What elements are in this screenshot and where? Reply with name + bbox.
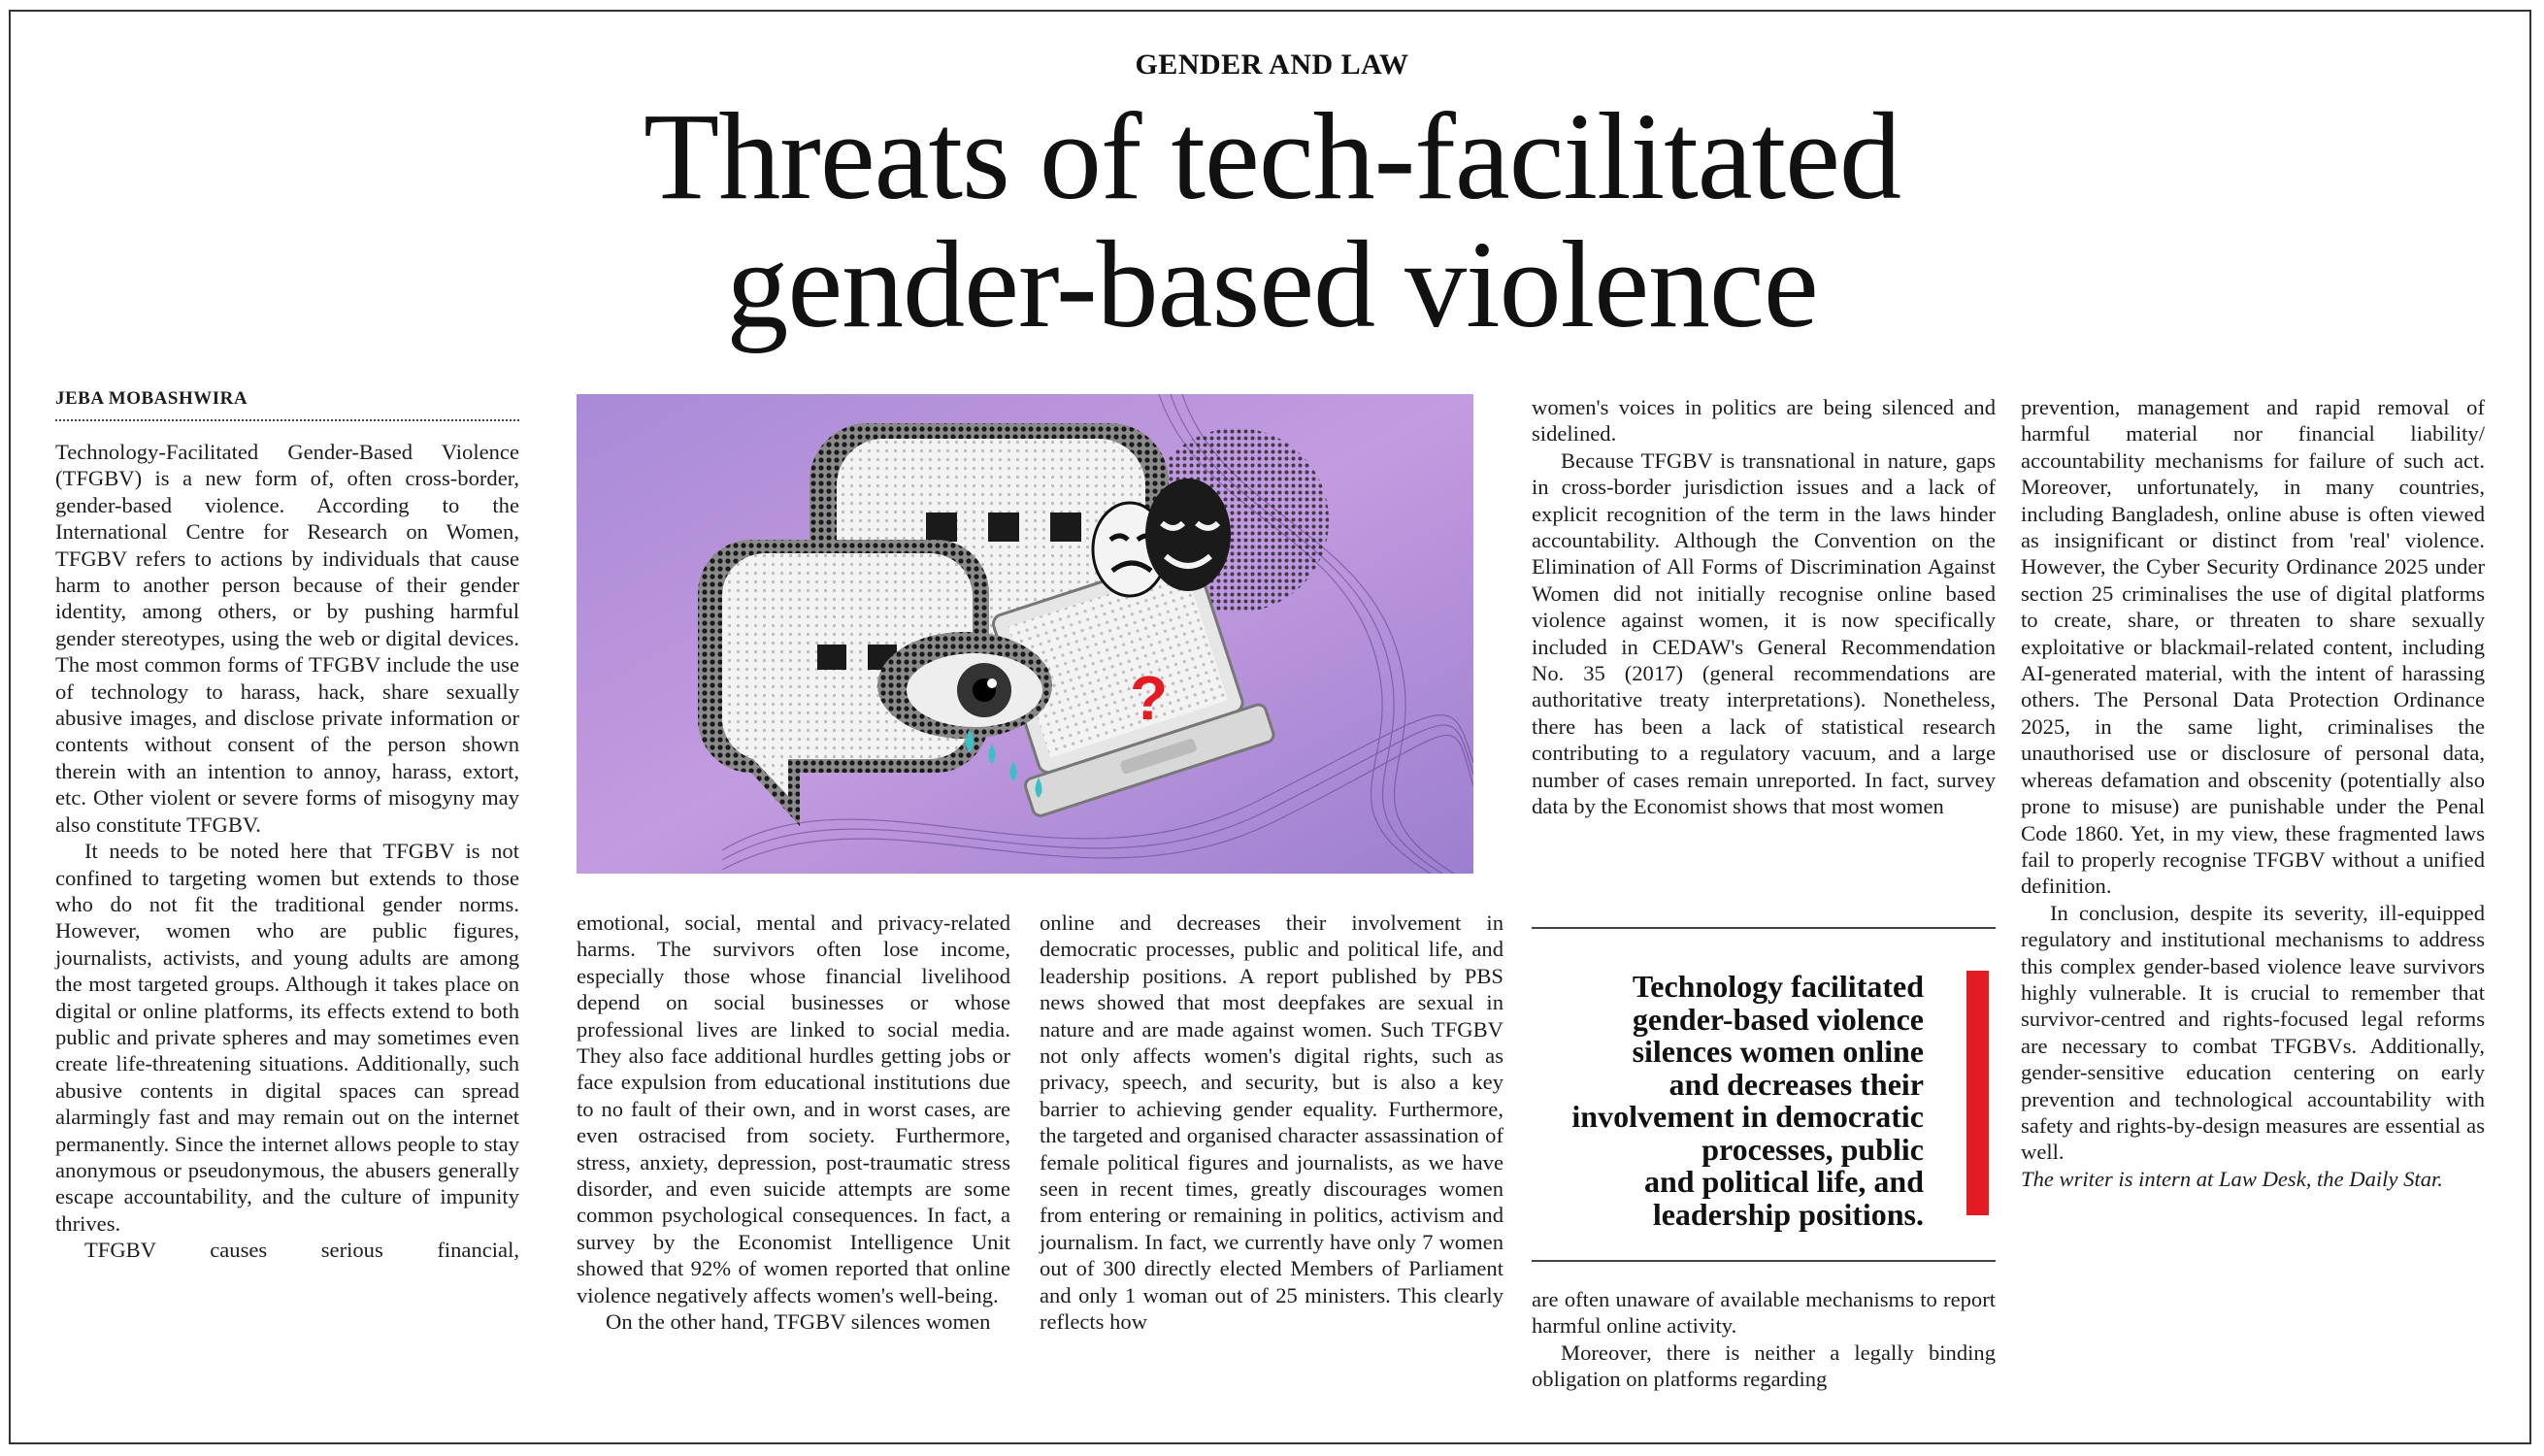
column-5 <box>2021 394 2485 1192</box>
pull-quote <box>1532 971 1924 1231</box>
column-3 <box>1040 910 1503 1336</box>
svg-text:?: ? <box>1130 663 1169 733</box>
paragraph: prevention, management and rapid removal of harmful material nor financial liability/ accountability mechanisms for failure of such act. Moreover, unfortunately, in many countries, including Bangladesh, online abuse is often viewed as insignificant or distinct from 'real' violence. However, the Cyber Security Ordinance 2025 under section 25 criminalises the use of digital platforms to create, share, or threaten to share sexually exploitative or blackmail-related content, including AI-generated material, with the intent of harassing others. The Personal Data Protection Ordinance 2025, in the same light, criminalises the unauthorised use or disclosure of personal data, whereas defamation and obscenity (potentially also prone to misuse) are punishable under the Penal Code 1860. Yet, in my view, these fragmented laws fail to properly recognise TFGBV without a unified definition. <box>2021 395 2485 899</box>
section-kicker: GENDER AND LAW <box>1135 49 1409 81</box>
headline <box>0 87 2544 353</box>
paragraph: Technology-Facilitated Gender-Based Violence (TFGBV) is a new form of, often cross-border, gender-based violence. According to the International Centre for Research on Women, TFGBV refers to actions by individuals that cause harm to another person because of their gender identity, among others, or by pushing harmful gender stereotypes, using the web or digital devices. The most common forms of TFGBV include the use of technology to harass, hack, share sexually abusive images, and disclose private information or contents without consent of the person shown therein with an intention to annoy, harass, extort, etc. Other violent or severe forms of misogyny may also constitute TFGBV. <box>55 440 519 837</box>
pull-quote-line: silences women online <box>1632 1034 1924 1069</box>
author-tagline: The writer is intern at Law Desk, the Daily Star. <box>2021 1166 2443 1191</box>
column-4-top <box>1532 394 1996 820</box>
pull-quote-divider-top <box>1532 927 1996 929</box>
paragraph: online and decreases their involvement in democratic processes, public and political life, and leadership positions. A report published by PBS news showed that most deepfakes are sexual in nature and are made against women. Such TFGBV not only affects women's digital rights, such as privacy, speech, and security, but is also a key barrier to achieving gender equality. Furthermore, the targeted and organised character assassination of female political figures and journalists, as we have seen in recent times, greatly discourages women from entering or remaining in politics, activism and journalism. In fact, we currently have only 7 women out of 300 directly elected Members of Parliament and only 1 woman out of 25 ministers. This clearly reflects how <box>1040 910 1503 1335</box>
paragraph: women's voices in politics are being silenced and sidelined. <box>1532 395 1996 447</box>
illustration <box>577 394 1473 874</box>
headline-line-1: Threats of tech-facilitated <box>644 87 1900 225</box>
pull-quote-line: leadership positions. <box>1652 1196 1924 1232</box>
column-4-bottom <box>1532 1286 1996 1393</box>
column-1 <box>55 439 519 1264</box>
paragraph: In conclusion, despite its severity, ill-equipped regulatory and institutional mechanisms to address this complex gender-based violence leave survivors highly vulnerable. It is crucial to remember that survivor-centred and rights-focused legal reforms are necessary to combat TFGBVs. Additionally, gender-sensitive education centering on early prevention and technological accountability with safety and rights-by-design measures are essential as well. <box>2021 900 2485 1165</box>
paragraph: Moreover, there is neither a legally binding obligation on platforms regarding <box>1532 1340 1996 1392</box>
headline-line-2: gender-based violence <box>726 215 1818 353</box>
paragraph: Because TFGBV is transnational in nature, gaps in cross-border jurisdiction issues and a lack of explicit recognition of the term in the laws hinder accountability. Although the Convention on the Elimination of All Forms of Discrimination Against Women did not initially recognise online based violence against women, it is now specifically included in CEDAW's General Recommendation No. 35 (2017) (general recommendations are authoritative treaty interpretations). Nonetheless, there has been a lack of statistical research contributing to a regulatory vacuum, and a large number of cases remain unreported. In fact, survey data by the Economist shows that most women <box>1532 447 1996 819</box>
pull-quote-line: Technology facilitated <box>1632 969 1924 1004</box>
paragraph: are often unaware of available mechanisms to report harmful online activity. <box>1532 1287 1996 1339</box>
byline: JEBA MOBASHWIRA <box>55 388 519 421</box>
pull-quote-accent-bar <box>1966 971 1989 1215</box>
pull-quote-line: and decreases their <box>1668 1066 1924 1102</box>
pull-quote-line: processes, public <box>1702 1131 1924 1167</box>
paragraph: It needs to be noted here that TFGBV is not confined to targeting women but extends to those who do not fit the traditional gender norms. However, women who are public figures, journalists, activists, and young adults are among the most targeted groups. Although it takes place on digital or online platforms, its effects extend to both public and private spheres and may sometimes even create life-threatening situations. Additionally, such abusive contents in digital spaces can spread alarmingly fast and may remain out on the internet permanently. Since the internet allows people to stay anonymous or pseudonymous, the abusers generally escape accountability, and the culture of impunity thrives. <box>55 839 519 1236</box>
paragraph: emotional, social, mental and privacy-related harms. The survivors often lose income, especially those whose financial livelihood depend on social businesses or whose professional lives are linked to social media. They also face additional hurdles getting jobs or face expulsion from educational institutions due to no fault of their own, and in worst cases, are even ostracised from society. Furthermore, stress, anxiety, depression, post-traumatic stress disorder, and even suicide attempts are some common psychological consequences. In fact, a survey by the Economist Intelligence Unit showed that 92% of women reported that online violence negatively affects women's well-being. <box>577 910 1010 1307</box>
pull-quote-divider-bottom <box>1532 1260 1996 1262</box>
pull-quote-line: involvement in democratic <box>1571 1099 1924 1134</box>
paragraph: On the other hand, TFGBV silences women <box>606 1309 991 1335</box>
paragraph: TFGBV causes serious financial, <box>84 1238 519 1263</box>
pull-quote-line: and political life, and <box>1643 1164 1924 1199</box>
chat-bubbles-eye-laptop-masks-illustration <box>577 394 1473 874</box>
column-2 <box>577 910 1010 1336</box>
pull-quote-line: gender-based violence <box>1632 1001 1924 1037</box>
